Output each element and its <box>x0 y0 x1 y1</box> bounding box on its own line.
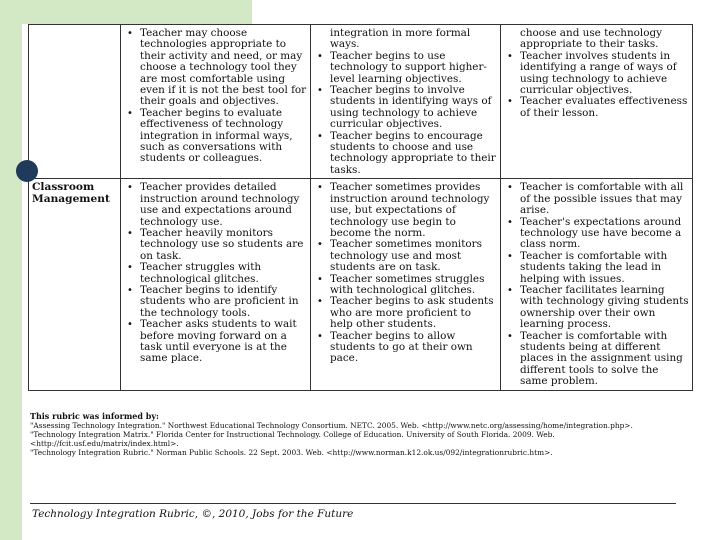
rubric-cell <box>501 179 693 390</box>
rubric-cell <box>311 179 501 390</box>
rubric-table <box>28 24 693 391</box>
slide-bullet-dot <box>16 160 38 182</box>
references-section <box>30 412 690 457</box>
bullet-item: integration in more formal ways. <box>330 27 471 51</box>
bullet-item: • Teacher begins to identify students who are proficient in the technology tools. <box>140 285 307 319</box>
footer-divider <box>30 503 676 504</box>
rubric-cell <box>121 179 311 390</box>
rubric-cell <box>311 25 501 179</box>
rubric-row <box>29 179 693 390</box>
bullet-list <box>124 182 307 365</box>
document-page <box>22 0 698 540</box>
footer-caption: Technology Integration Rubric, ©, 2010, Jobs for the Future <box>32 508 354 520</box>
bullet-item: choose and use technology appropriate to their tasks. <box>520 27 663 51</box>
bullet-item: • Teacher sometimes monitors technology use and most students are on task. <box>330 239 497 273</box>
reference-item: "Technology Integration Matrix." Florida Center for Instructional Technology. College of Education. University of South Florida. 2009. Web. <http://fcit.usf.edu/matrix/index.html>. <box>30 430 555 448</box>
row-label <box>29 25 121 179</box>
bullet-item: • Teacher heavily monitors technology use so students are on task. <box>140 228 307 262</box>
bullet-item: • Teacher sometimes provides instruction around technology use, but expectations of technology use begin to become the norm. <box>330 182 497 239</box>
bullet-item: • Teacher begins to use technology to support higher-level learning objectives. <box>330 51 497 85</box>
reference-item: "Assessing Technology Integration." Northwest Educational Technology Consortium. NETC. 2005. Web. <http://www.netc.org/assessing/home/integration.php>. <box>30 421 633 430</box>
bullet-item: • Teacher evaluates effectiveness of their lesson. <box>520 96 689 119</box>
bullet-item: • Teacher begins to allow students to go at their own pace. <box>330 331 497 365</box>
rubric-cell <box>501 25 693 179</box>
bullet-item: • Teacher facilitates learning with technology giving students ownership over their own learning process. <box>520 285 689 331</box>
rubric-cell <box>121 25 311 179</box>
bullet-list <box>124 28 307 165</box>
bullet-item: • Teacher is comfortable with students taking the lead in helping with issues. <box>520 251 689 285</box>
bullet-item: • Teacher involves students in identifying a range of ways of using technology to achieve curricular objectives. <box>520 51 689 97</box>
bullet-item: • Teacher sometimes struggles with technological glitches. <box>330 274 497 297</box>
reference-item: "Technology Integration Rubric." Norman Public Schools. 22 Sept. 2003. Web. <http://www.norman.k12.ok.us/092/integrationrubric.htm>. <box>30 448 553 457</box>
bullet-list <box>314 182 497 365</box>
bullet-item: • Teacher's expectations around technology use have become a class norm. <box>520 217 689 251</box>
bullet-item: • Teacher asks students to wait before moving forward on a task until everyone is at the same place. <box>140 319 307 365</box>
bullet-item: • Teacher begins to evaluate effectiveness of technology integration in informal ways, such as conversations with students or colleagues. <box>140 108 307 165</box>
bullet-item: • Teacher provides detailed instruction around technology use and expectations around technology use. <box>140 182 307 228</box>
bullet-item: • Teacher begins to ask students who are more proficient to help other students. <box>330 296 497 330</box>
bullet-list <box>314 28 497 176</box>
slide-accent-bar <box>0 0 22 540</box>
rubric-row <box>29 25 693 179</box>
bullet-item: • Teacher is comfortable with students being at different places in the assignment using different tools to solve the same problem. <box>520 331 689 388</box>
bullet-item: • Teacher is comfortable with all of the possible issues that may arise. <box>520 182 689 216</box>
bullet-list <box>504 28 689 119</box>
row-label: Classroom Management <box>29 179 121 390</box>
bullet-item: • Teacher may choose technologies appropriate to their activity and need, or may choose a technology tool they are most comfortable using even if it is not the best tool for their goals and objectives. <box>140 28 307 108</box>
bullet-item: • Teacher begins to involve students in identifying ways of using technology to achieve curricular objectives. <box>330 85 497 131</box>
bullet-item: • Teacher struggles with technological glitches. <box>140 262 307 285</box>
bullet-list <box>504 182 689 387</box>
bullet-item: • Teacher begins to encourage students to choose and use technology appropriate to their tasks. <box>330 131 497 177</box>
references-heading: This rubric was informed by: <box>30 411 159 421</box>
